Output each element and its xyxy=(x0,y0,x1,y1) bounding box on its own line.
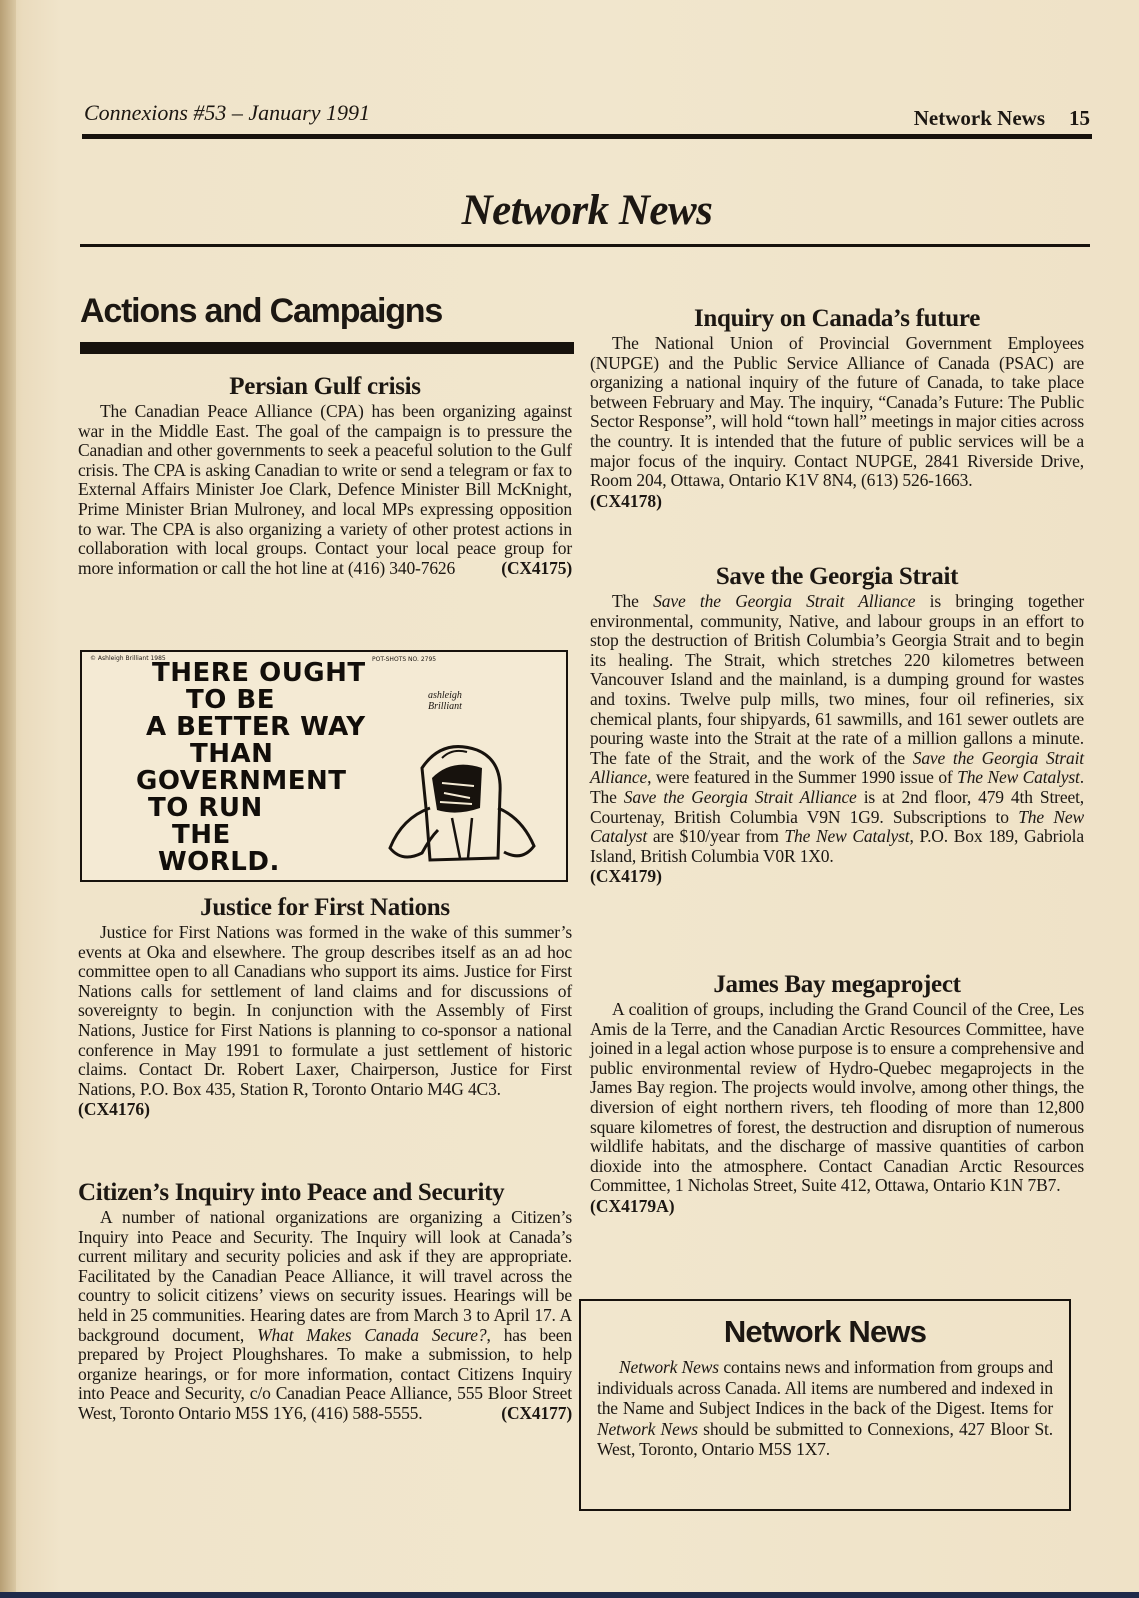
article-title: Citizen’s Inquiry into Peace and Security xyxy=(78,1179,505,1206)
box-title: Network News xyxy=(723,1314,927,1349)
slogan-line: WORLD. xyxy=(158,847,280,877)
masthead-title: Network News xyxy=(461,187,713,234)
article-body: A coalition of groups, including the Grand Council of the Cree, Les Amis de la Terre, and the Canadian Arctic Resources Committee, have joined in a legal action whose purpose is to ensure a comprehensive and public environmental review of Hydro-Quebec megaprojects in the James Bay region. The projects would involve, among other things, the diversion of eight northern rivers, teh flooding of more than 12,800 square kilometres of forest, the destruction and disruption of numerous wildlife habitats, and the discharge of massive quantities of carbon dioxide into the atmosphere. Contact Canadian Arctic Resources Committee, 1 Nicholas Street, Suite 412, Ottawa, Ontario K1N 7B7. xyxy=(590,999,1084,1196)
network-news-info-box xyxy=(579,1299,1071,1511)
header-rule xyxy=(82,134,1092,139)
figure-illustration xyxy=(382,738,542,878)
masthead-rule xyxy=(80,244,1090,247)
slogan-line: THAN xyxy=(190,739,274,769)
article-body: A number of national organizations are organizing a Citizen’s Inquiry into Peace and Security. The Inquiry will look at Canada’s current military and security policies and ask if they are appropriate. Facilitated by the Canadian Peace Alliance, it will travel across the country to solicit citizens’ views on security issues. Hearings will be held in 25 communities. Hearing dates are from March 3 to April 17. A background document, What Makes Canada Secure?, has been prepared by Project Ploughshares. To make a submission, to help organize hearings, or for more information, contact Citizens Inquiry into Peace and Security, c/o Canadian Peace Alliance, 555 Bloor Street West, Toronto Ontario M5S 1Y6, (416) 588-5555. (CX4177) xyxy=(78,1207,572,1423)
article-title: James Bay megaproject xyxy=(713,971,961,998)
slogan-line: TO BE xyxy=(186,685,275,715)
binding-gutter xyxy=(0,0,16,1598)
item-code: (CX4175) xyxy=(501,557,572,578)
article-persian-gulf xyxy=(78,372,572,578)
slogan-line: TO RUN xyxy=(148,793,263,823)
cartoon-signature: ashleigh Brilliant xyxy=(428,690,462,712)
article-body: Justice for First Nations was formed in the wake of this summer’s events at Oka and elsewhere. The group describes itself as an ad hoc committee open to all Canadians who support its aims. Justice for First Nations calls for settlement of land claims and for discussions of sovereignty to begin. In conjunction with the Assembly of First Nations, Justice for First Nations is planning to co-sponsor a national conference in May 1991 to formulate a just settlement of historic claims. Contact Dr. Robert Laxer, Chairperson, Justice for First Nations, P.O. Box 435, Station R, Toronto Ontario M4G 4C3. xyxy=(78,922,572,1099)
item-code: (CX4179) xyxy=(590,866,662,887)
section-page-label xyxy=(914,106,1090,131)
article-title: Justice for First Nations xyxy=(200,894,450,921)
section-title: Actions and Campaigns xyxy=(80,292,443,330)
article-justice-first-nations xyxy=(78,893,572,1119)
page-bottom-edge xyxy=(0,1592,1139,1598)
box-body: Network News contains news and information from groups and individuals across Canada. All items are numbered and indexed in the Name and Subject Indices in the back of the Digest. Items for Network News should be submitted to Connexions, 427 Bloor St. West, Toronto, Ontario M5S 1X7. xyxy=(597,1357,1053,1459)
article-body: The Save the Georgia Strait Alliance is bringing together environmental, community, Native, and labour groups in an effort to stop the destruction of British Columbia’s Georgia Strait and to begin its healing. The Strait, which stretches 220 kilometres between Vancouver Island and the mainland, is a dumping ground for wastes and toxins. Twelve pulp mills, two mines, four oil refineries, six chemical plants, four shipyards, 61 sawmills, and 161 sewer outlets are pouring waste into the Strait at the rate of a million gallons a minute. The fate of the Strait, and the work of the Save the Georgia Strait Alliance, were featured in the Summer 1990 issue of The New Catalyst. The Save the Georgia Strait Alliance is at 2nd floor, 479 4th Street, Courtenay, British Columbia V9N 1G9. Subscriptions to The New Catalyst are $10/year from The New Catalyst, P.O. Box 189, Gabriola Island, British Columbia V0R 1X0. xyxy=(590,591,1085,866)
item-code: (CX4177) xyxy=(501,1402,572,1423)
cartoon-credit: © Ashleigh Brilliant 1985 xyxy=(90,655,166,662)
slogan-line: GOVERNMENT xyxy=(136,766,347,796)
item-code: (CX4179A) xyxy=(590,1195,675,1216)
article-canada-future xyxy=(590,304,1084,511)
article-body: The Canadian Peace Alliance (CPA) has been organizing against war in the Middle East. The goal of the campaign is to pressure the Canadian and other governments to seek a peaceful solution to the Gulf crisis. The CPA is asking Canadian to write or send a telegram or fax to External Affairs Minister Joe Clark, Defence Minister Bill McKnight, Prime Minister Brian Mulroney, and local MPs expressing opposition to war. The CPA is also organizing a variety of other protest actions in collaboration with local groups. Contact your local peace group for more information or call the hot line at (416) 340-7626 (CX4175) xyxy=(78,401,572,578)
article-title: Inquiry on Canada’s future xyxy=(693,305,981,332)
doc-title: What Makes Canada Secure? xyxy=(257,1324,487,1345)
article-body: The National Union of Provincial Government Employees (NUPGE) and the Public Service Alliance of Canada (PSAC) are organizing a national inquiry of the future of Canada, to take place between February and May. The inquiry, “Canada’s Future: The Public Sector Response”, will hold “town hall” meetings in major cities across the country. It is intended that the future of public services will be a major focus of the inquiry. Contact NUPGE, 2841 Riverside Drive, Room 204, Ottawa, Ontario K1V 8N4, (613) 526-1663. xyxy=(590,333,1084,491)
article-james-bay xyxy=(590,970,1084,1216)
article-citizens-inquiry xyxy=(78,1178,572,1424)
item-code: (CX4178) xyxy=(590,490,662,511)
article-title: Save the Georgia Strait xyxy=(715,563,959,590)
running-header xyxy=(84,100,1090,132)
slogan-line: A BETTER WAY xyxy=(146,712,366,742)
issue-label: Connexions #53 – January 1991 xyxy=(84,100,370,125)
article-title: Persian Gulf crisis xyxy=(229,373,421,400)
article-georgia-strait xyxy=(590,562,1084,886)
cartoon-series-number: POT-SHOTS NO. 2795 xyxy=(372,656,437,663)
section-rule xyxy=(80,342,574,354)
cartoon xyxy=(80,650,568,882)
slogan-line: THE xyxy=(172,820,231,850)
cartoon-slogan xyxy=(122,660,366,876)
slogan-line: THERE OUGHT xyxy=(152,658,366,688)
item-code: (CX4176) xyxy=(78,1099,150,1120)
section-label: Network News xyxy=(913,106,1045,130)
page-number: 15 xyxy=(1069,106,1090,130)
